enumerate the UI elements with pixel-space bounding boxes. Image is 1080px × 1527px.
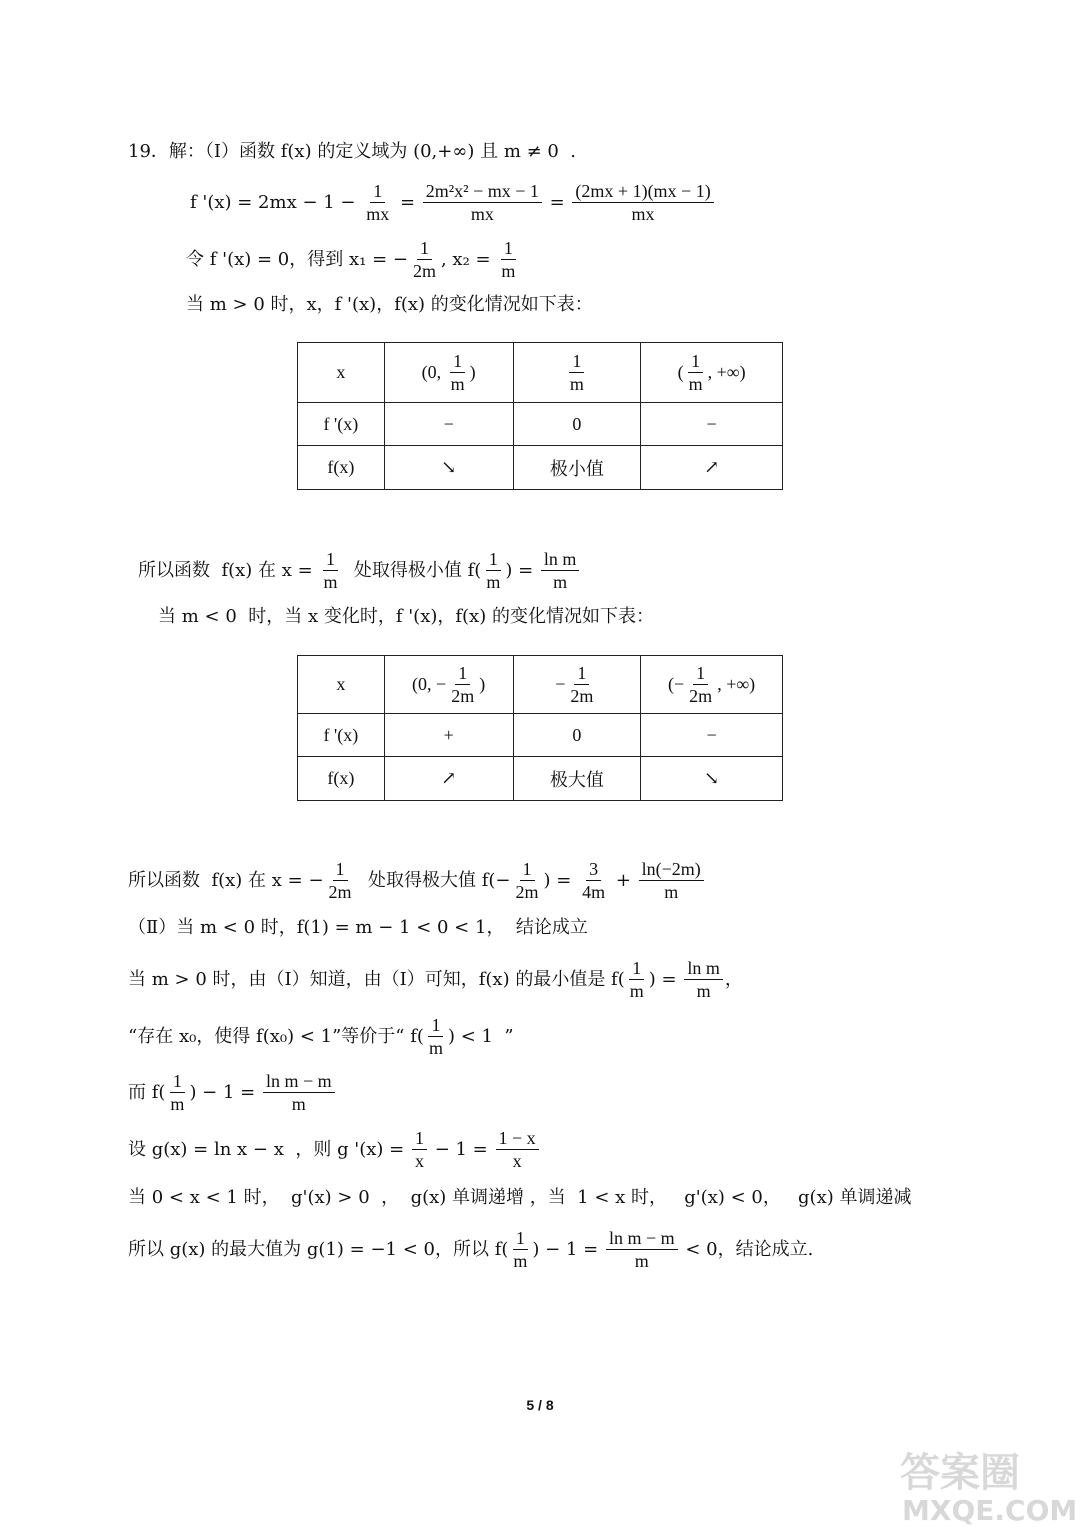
text-segment: (0, − [412,674,447,694]
text-segment: f '(x) [395,606,438,627]
solution-line-l6 [158,605,654,629]
text-segment: ， [316,294,335,315]
fraction [639,858,704,903]
fraction-denominator: mx [470,204,494,224]
text-segment: ↗ [441,768,457,788]
table-cell [384,714,513,757]
text-segment: 0 [572,413,582,434]
table-cell [384,343,513,403]
text-segment: f( [151,1081,166,1103]
text-segment: = [394,191,421,213]
fraction-denominator: m [569,374,584,394]
text-segment: g(x) = ln x − x [151,1138,284,1160]
table-cell [384,403,513,446]
text-segment: , +∞) [707,362,746,382]
text-segment: 所以函数 [128,869,212,891]
text-segment: f(x) [478,968,510,990]
solution-line-l8 [128,916,588,940]
solution-line-l11 [128,1070,337,1115]
text-segment: ，使得 [196,1025,257,1047]
fraction-denominator: m [450,374,465,394]
text-segment: f(x₀) < 1 [256,1025,333,1047]
fraction-denominator: m [629,981,644,1001]
text-segment: f( [410,1025,424,1047]
text-segment: f(x) [221,559,253,581]
fraction-denominator: m [323,572,338,592]
text-segment: f(− [481,869,511,891]
variation-table-m-negative [297,655,783,801]
table-cell [298,446,385,490]
text-segment: ，得到 [289,248,349,270]
fraction [498,237,518,282]
fraction-denominator: mx [631,204,655,224]
fraction-denominator: m [634,1251,649,1271]
text-segment: ( [677,362,684,382]
fraction [363,180,392,225]
table-cell [384,757,513,801]
text-segment: 时， [625,1187,685,1208]
fraction-denominator: m [553,572,568,592]
table-cell [641,656,783,714]
solution-line-l5 [138,548,581,593]
table-cell [298,714,385,757]
text-segment: − [555,674,566,694]
text-segment: f(x) [455,606,487,627]
text-segment: 时， [264,294,307,315]
fraction-denominator: m [170,1094,185,1114]
fraction-numerator: 1 [170,1070,185,1093]
fraction-numerator: 1 [455,662,470,685]
fraction-numerator: 1 [513,1227,528,1250]
fraction-numerator: 2m²x² − mx − 1 [423,180,542,203]
text-segment: m ≠ 0 [503,141,559,162]
fraction-denominator: 4m [582,882,606,902]
text-segment: 0 < x < 1 [151,1187,238,1208]
text-segment: ， [376,294,395,315]
text-segment: f(1) = m − 1 < 0 < 1 [296,917,487,938]
text-segment: f(x) [211,869,243,891]
fraction-denominator: 2m [689,686,713,706]
fraction [684,957,723,1002]
fraction-denominator: m [688,374,703,394]
table-cell [513,446,641,490]
fraction [627,957,647,1002]
solution-line-l1 [128,140,576,164]
fraction-numerator: 1 [450,350,465,373]
text-segment: f '(x) = 0 [209,248,290,270]
fraction [686,350,706,395]
text-segment: f( [467,559,482,581]
text-segment: 极小值 [549,458,604,479]
text-segment: ，所以 [434,1238,495,1260]
text-segment: f( [494,1238,509,1260]
text-segment: ↘ [441,457,457,477]
fraction-denominator: x [414,1151,424,1171]
fraction [510,1227,530,1272]
fraction [483,548,503,593]
text-segment: 处取得极小值 [342,559,468,581]
text-segment: 极大值 [549,769,604,790]
fraction-numerator: 1 [520,858,535,881]
text-segment: 的变化情况如下表： [486,606,654,627]
fraction [167,1070,187,1115]
fraction-denominator: 2m [328,882,352,902]
text-segment: 的最大值为 [205,1238,307,1260]
text-segment: ， [762,1187,799,1208]
table-cell [298,757,385,801]
text-segment: ， [724,968,743,990]
fraction [426,1014,446,1059]
text-segment: ，结论成立. [717,1238,814,1260]
table-cell [298,343,385,403]
text-segment: 所以 [128,1238,170,1260]
table-cell [298,656,385,714]
text-segment: x [336,674,346,694]
text-segment: g(x) [410,1187,447,1208]
text-segment: ) = [543,869,578,891]
text-segment: 19．解：（Ⅰ）函数 [128,141,281,162]
table-cell [641,446,783,490]
fraction-denominator: m [291,1094,306,1114]
text-segment: ”等价于“ [332,1025,411,1047]
text-segment: ， 结论成立 [486,917,588,938]
fraction-numerator: ln m [684,957,723,980]
text-segment: 当 [128,1187,152,1208]
fraction-denominator: m [486,572,501,592]
text-segment: 0 [572,724,582,745]
fraction-numerator: 1 [428,1014,443,1037]
text-segment: g '(x) = [337,1138,410,1160]
text-segment: ) < 1 [447,1025,493,1047]
table-cell [513,403,641,446]
text-segment: − [706,724,717,745]
solution-line-l2 [190,180,716,225]
fraction-numerator: ln m − m [606,1227,678,1250]
text-segment: m > 0 [151,968,207,990]
fraction [686,662,715,707]
fraction [448,662,477,707]
svg-text:MXQE.COM: MXQE.COM [902,1494,1078,1527]
page-number: 5 / 8 [526,1397,554,1413]
text-segment: 的变化情况如下表： [425,294,593,315]
fraction-numerator: 1 [417,237,432,260]
fraction [448,350,468,395]
text-segment: + [610,869,637,891]
text-segment: − 1 = [428,1138,494,1160]
fraction [412,1127,427,1172]
fraction-numerator: 3 [586,858,601,881]
text-segment: 所以函数 [138,559,222,581]
text-segment: “存在 [128,1025,179,1047]
fraction-numerator: 1 [501,237,516,260]
solution-line-l9 [128,957,743,1002]
fraction [423,180,542,225]
table-cell [641,343,783,403]
text-segment: x₁ = − [348,248,408,270]
fraction-numerator: 1 [629,957,644,980]
table-cell [384,656,513,714]
fraction-numerator: 1 [370,180,385,203]
text-segment: ↗ [704,457,720,477]
fraction-denominator: 2m [570,686,594,706]
text-segment: f(x) [394,294,426,315]
solution-line-l7 [128,858,706,903]
fraction-numerator: 1 [412,1127,427,1150]
text-segment: . [558,141,577,162]
text-segment: g'(x) < 0 [684,1187,763,1208]
fraction-denominator: m [428,1038,443,1058]
text-segment: x₀ [178,1025,197,1047]
fraction-denominator: 2m [451,686,475,706]
text-segment: 当 [158,606,182,627]
fraction-denominator: 2m [515,882,539,902]
text-segment: f(x) [280,141,312,162]
fraction [572,180,713,225]
text-segment: ↘ [704,768,720,788]
fraction [606,1227,678,1272]
text-segment: 单调递增 ，当 [446,1187,578,1208]
text-segment: x [336,362,346,382]
text-segment: + [443,724,454,745]
text-segment: 当 [128,968,152,990]
text-segment: 在 [252,559,282,581]
text-segment: 时，当 [236,606,308,627]
fraction-numerator: ln m [541,548,580,571]
text-segment: 单调递减 [833,1187,912,1208]
text-segment: m < 0 [199,917,256,938]
text-segment: ，则 [283,1138,338,1160]
text-segment: f '(x) = 2mx − 1 − [190,191,362,213]
fraction [567,350,587,395]
table-cell [641,757,783,801]
text-segment: 在 [242,869,272,891]
text-segment: ) − 1 = [532,1238,604,1260]
text-segment: x [306,294,317,315]
text-segment: 且 [474,141,504,162]
text-segment: m > 0 [209,294,265,315]
text-segment: 时， [237,1187,292,1208]
text-segment: m < 0 [181,606,237,627]
text-segment: 设 [128,1138,152,1160]
text-segment: ， [437,606,456,627]
fraction-denominator: x [512,1151,522,1171]
text-segment: < 0 [679,1238,718,1260]
text-segment: f '(x) [323,724,359,745]
text-segment: f '(x) [334,294,377,315]
variation-table-m-positive [297,342,783,490]
fraction-denominator: m [664,882,679,902]
fraction-denominator: m [513,1251,528,1271]
fraction-numerator: 1 [333,858,348,881]
text-segment: 时， [255,917,297,938]
text-segment: 时，由（Ⅰ）知道，由（Ⅰ）可知， [206,968,479,990]
fraction-numerator: 1 [688,350,703,373]
fraction-denominator: m [501,261,516,281]
fraction-denominator: m [696,981,711,1001]
fraction-numerator: (2mx + 1)(mx − 1) [572,180,713,203]
text-segment: x [307,606,319,627]
fraction-numerator: 1 − x [496,1127,539,1150]
text-segment: g(x) [169,1238,206,1260]
solution-line-l13 [128,1186,911,1210]
text-segment: (0,+∞) [413,141,475,162]
text-segment: − [706,413,717,434]
text-segment: , +∞) [717,674,756,694]
text-segment: 的定义域为 [311,141,414,162]
text-segment: ) = [505,559,539,581]
fraction [579,858,608,903]
text-segment: （Ⅱ）当 [128,917,200,938]
table-cell [298,403,385,446]
fraction [541,548,580,593]
table-cell [513,757,641,801]
text-segment: ) = [648,968,683,990]
text-segment: 的最小值是 [509,968,612,990]
text-segment: 令 [186,248,210,270]
table-cell [641,714,783,757]
fraction [263,1070,335,1115]
fraction-numerator: 1 [574,662,589,685]
table-cell [513,343,641,403]
table-cell [513,714,641,757]
text-segment: x = − [271,869,324,891]
fraction-numerator: 1 [486,548,501,571]
text-segment: f(x) [327,768,355,788]
text-segment: f( [611,968,625,990]
fraction [326,858,355,903]
text-segment: ) − 1 = [189,1081,261,1103]
text-segment: f '(x) [323,413,359,434]
solution-line-l10 [128,1014,514,1059]
table-cell [641,403,783,446]
table-cell [513,656,641,714]
text-segment: (0, [421,362,446,382]
solution-line-l4 [186,293,593,317]
fraction-numerator: 1 [323,548,338,571]
fraction-numerator: 1 [569,350,584,373]
solution-line-l3 [186,237,520,282]
text-segment: 当 [186,294,210,315]
fraction [320,548,340,593]
fraction-denominator: 2m [412,261,436,281]
fraction [410,237,439,282]
text-segment: − [443,413,454,434]
fraction [513,858,542,903]
fraction-numerator: ln m − m [263,1070,335,1093]
fraction-denominator: mx [366,204,390,224]
text-segment: g(1) = −1 < 0 [306,1238,435,1260]
fraction-numerator: 1 [693,662,708,685]
table-cell [384,446,513,490]
text-segment: ” [492,1025,514,1047]
text-segment: g(x) [798,1187,834,1208]
fraction-numerator: ln(−2m) [639,858,704,881]
text-segment: ) [469,362,476,382]
text-segment: 1 < x [577,1187,626,1208]
svg-text:答案圈: 答案圈 [900,1450,1020,1496]
text-segment: ， [369,1187,411,1208]
text-segment: 而 [128,1081,152,1103]
text-segment: = [543,191,571,213]
text-segment: ) [479,674,486,694]
solution-line-l12 [128,1127,541,1172]
text-segment: , x₂ = [440,248,497,270]
fraction [496,1127,539,1172]
text-segment: g'(x) > 0 [291,1187,370,1208]
watermark-logo [880,1440,1080,1527]
text-segment: f(x) [327,457,355,477]
text-segment: x = [281,559,319,581]
text-segment: 变化时， [318,606,396,627]
fraction [567,662,596,707]
text-segment: (− [668,674,685,694]
text-segment: 处取得极大值 [356,869,482,891]
solution-line-l14 [128,1227,813,1272]
